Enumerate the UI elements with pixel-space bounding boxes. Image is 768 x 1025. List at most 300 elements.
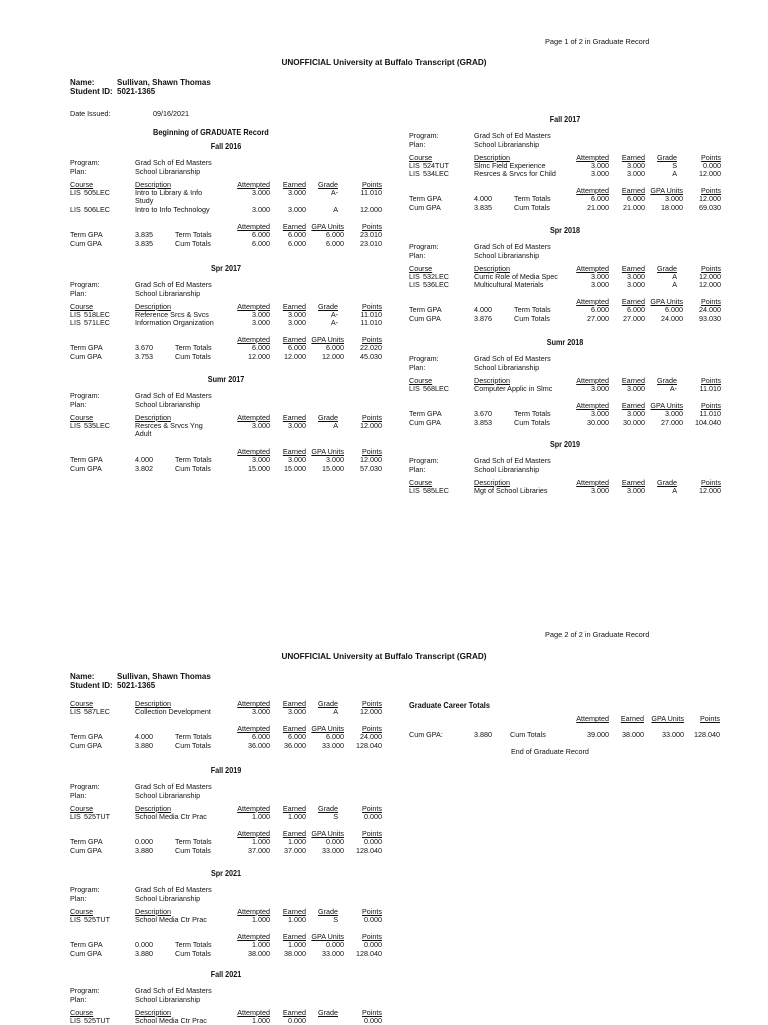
term-attempted: 3.000	[252, 455, 270, 464]
course-subject: LIS	[70, 317, 81, 327]
term-gpa: 3.670	[474, 408, 492, 418]
course-attempted: 3.000	[252, 309, 270, 319]
cum-totals-label: Cum Totals	[175, 845, 211, 855]
term-earned: 3.000	[627, 408, 645, 418]
attempted-header: Attempted	[237, 803, 270, 813]
student-id-label: Student ID:	[70, 681, 113, 690]
term-gpa-units: 3.000	[665, 408, 683, 418]
term-heading: Fall 2021	[210, 969, 242, 979]
grade-header: Grade	[318, 301, 338, 311]
course-points: 0.000	[364, 1015, 382, 1025]
course-grade: A	[333, 707, 338, 716]
career-attempted-header: Attempted	[576, 714, 609, 723]
plan-value: School Librarianship	[474, 464, 540, 474]
totals-earned-header: Earned	[621, 296, 645, 306]
course-attempted: 1.000	[252, 811, 270, 821]
cum-attempted: 37.000	[248, 845, 270, 855]
career-attempted: 39.000	[587, 730, 609, 739]
description-header: Description	[474, 375, 510, 385]
program-label: Program:	[70, 280, 100, 289]
cum-gpa-label: Cum GPA	[70, 845, 102, 855]
points-header: Points	[362, 412, 382, 422]
course-earned: 1.000	[288, 811, 306, 821]
cum-gpa-label: Cum GPA	[409, 313, 441, 323]
totals-attempted-header: Attempted	[576, 185, 609, 195]
course-number: 525TUT	[84, 914, 110, 924]
course-earned: 3.000	[288, 309, 306, 319]
cum-gpa-units: 15.000	[322, 464, 344, 473]
totals-points-header: Points	[362, 447, 382, 456]
course-header: Course	[70, 1007, 94, 1017]
description-header: Description	[135, 906, 171, 916]
course-subject: LIS	[409, 271, 420, 281]
cum-earned: 38.000	[284, 948, 306, 958]
course-number: 536LEC	[423, 279, 449, 289]
term-attempted: 6.000	[252, 732, 270, 741]
term-gpa-units: 6.000	[326, 230, 344, 239]
grade-header: Grade	[318, 906, 338, 916]
term-earned: 6.000	[627, 304, 645, 314]
program-value: Grad Sch of Ed Masters	[474, 456, 551, 465]
totals-points-header: Points	[701, 296, 721, 306]
term-earned: 6.000	[627, 193, 645, 203]
student-id: 5021-1365	[117, 681, 156, 690]
course-header: Course	[409, 477, 433, 487]
earned-header: Earned	[282, 412, 306, 422]
cum-totals-label: Cum Totals	[514, 313, 550, 323]
plan-label: Plan:	[409, 464, 426, 474]
cum-gpa-label: Cum GPA	[409, 202, 441, 212]
earned-header: Earned	[282, 699, 306, 708]
student-name-row	[70, 672, 211, 681]
grade-header: Grade	[657, 263, 677, 273]
term-heading: Spr 2017	[210, 263, 242, 273]
plan-label: Plan:	[409, 362, 426, 372]
term-attempted: 1.000	[252, 939, 270, 949]
course-subject: LIS	[409, 279, 420, 289]
course-attempted: 3.000	[252, 707, 270, 716]
cum-attempted: 6.000	[252, 239, 270, 248]
plan-value: School Librarianship	[135, 166, 201, 176]
course-header: Course	[70, 803, 94, 813]
program-label: Program:	[70, 391, 100, 400]
term-gpa-label: Term GPA	[70, 732, 103, 741]
cum-gpa-label: Cum GPA	[70, 464, 102, 473]
course-grade: A	[672, 168, 677, 178]
totals-earned-header: Earned	[282, 334, 306, 344]
career-earned-header: Earned	[620, 714, 644, 723]
program-label: Program:	[409, 354, 439, 363]
course-header: Course	[409, 152, 433, 162]
totals-attempted-header: Attempted	[576, 296, 609, 306]
cum-earned: 37.000	[284, 845, 306, 855]
course-attempted: 3.000	[252, 420, 270, 430]
program-value: Grad Sch of Ed Masters	[135, 391, 212, 400]
cum-gpa-units: 6.000	[326, 239, 344, 248]
cum-attempted: 15.000	[248, 464, 270, 473]
cum-earned: 6.000	[288, 239, 306, 248]
career-totals-title: Graduate Career Totals	[409, 701, 490, 710]
course-points: 12.000	[699, 271, 721, 281]
course-description: School Media Ctr Prac	[135, 1015, 207, 1025]
term-totals-label: Term Totals	[175, 836, 212, 846]
course-points: 12.000	[699, 485, 721, 495]
term-gpa-units: 6.000	[665, 304, 683, 314]
course-subject: LIS	[70, 914, 81, 924]
cum-gpa-units: 33.000	[322, 741, 344, 750]
plan-value: School Librarianship	[474, 250, 540, 260]
earned-header: Earned	[282, 906, 306, 916]
cum-gpa-label: Cum GPA	[70, 239, 102, 248]
career-cum-totals-label: Cum Totals	[510, 730, 546, 739]
transcript-title: UNOFFICIAL University at Buffalo Transcript (GRAD)	[281, 58, 487, 67]
term-points: 24.000	[360, 732, 382, 741]
course-number: 534LEC	[423, 168, 449, 178]
course-subject: LIS	[70, 420, 81, 430]
cum-points: 93.030	[699, 313, 721, 323]
cum-points: 104.040	[695, 417, 721, 427]
cum-earned: 15.000	[284, 464, 306, 473]
course-points: 12.000	[699, 279, 721, 289]
attempted-header: Attempted	[576, 477, 609, 487]
totals-earned-header: Earned	[282, 724, 306, 733]
course-attempted: 3.000	[591, 160, 609, 170]
totals-gpa-units-header: GPA Units	[311, 447, 344, 456]
term-gpa-label: Term GPA	[70, 342, 103, 352]
student-id-row	[70, 681, 155, 690]
transcript-title: UNOFFICIAL University at Buffalo Transcript (GRAD)	[281, 652, 487, 661]
term-gpa-units: 6.000	[326, 342, 344, 352]
description-header: Description	[135, 179, 171, 189]
career-points-header: Points	[700, 714, 720, 723]
term-gpa-label: Term GPA	[70, 939, 103, 949]
term-gpa: 0.000	[135, 939, 153, 949]
term-gpa: 4.000	[474, 193, 492, 203]
term-attempted: 6.000	[252, 342, 270, 352]
course-description: Slmc Field Experience	[474, 160, 546, 170]
course-earned: 0.000	[288, 1015, 306, 1025]
career-points: 128.040	[694, 730, 720, 739]
description-header: Description	[135, 301, 171, 311]
term-gpa: 0.000	[135, 836, 153, 846]
totals-points-header: Points	[362, 222, 382, 231]
earned-header: Earned	[282, 1007, 306, 1017]
course-attempted: 3.000	[591, 279, 609, 289]
earned-header: Earned	[621, 263, 645, 273]
cum-gpa-label: Cum GPA	[70, 351, 102, 361]
totals-gpa-units-header: GPA Units	[311, 828, 344, 838]
points-header: Points	[362, 906, 382, 916]
totals-attempted-header: Attempted	[237, 828, 270, 838]
plan-value: School Librarianship	[135, 790, 201, 800]
attempted-header: Attempted	[237, 301, 270, 311]
term-heading: Sumr 2017	[207, 374, 245, 384]
totals-points-header: Points	[362, 931, 382, 941]
term-attempted: 6.000	[591, 193, 609, 203]
program-label: Program:	[70, 158, 100, 167]
totals-attempted-header: Attempted	[237, 724, 270, 733]
plan-value: School Librarianship	[135, 893, 201, 903]
course-number: 568LEC	[423, 383, 449, 393]
course-description: School Media Ctr Prac	[135, 811, 207, 821]
course-points: 12.000	[360, 420, 382, 430]
course-subject: LIS	[409, 168, 420, 178]
cum-gpa: 3.880	[135, 845, 153, 855]
course-number: 532LEC	[423, 271, 449, 281]
course-subject: LIS	[70, 205, 81, 214]
course-attempted: 3.000	[591, 271, 609, 281]
plan-label: Plan:	[70, 288, 87, 298]
plan-label: Plan:	[70, 399, 87, 409]
record-beginning: Beginning of GRADUATE Record	[153, 127, 269, 137]
description-header: Description	[135, 1007, 171, 1017]
course-description-continued: Adult	[135, 428, 152, 438]
totals-earned-header: Earned	[282, 931, 306, 941]
earned-header: Earned	[282, 803, 306, 813]
attempted-header: Attempted	[576, 375, 609, 385]
points-header: Points	[362, 803, 382, 813]
term-heading: Fall 2016	[210, 141, 242, 151]
course-subject: LIS	[409, 485, 420, 495]
cum-gpa-label: Cum GPA	[409, 417, 441, 427]
course-number: 505LEC	[84, 187, 110, 197]
term-attempted: 3.000	[591, 408, 609, 418]
career-gpa-units-header: GPA Units	[651, 714, 684, 723]
term-points: 24.000	[699, 304, 721, 314]
cum-points: 69.030	[699, 202, 721, 212]
cum-gpa-units: 12.000	[322, 351, 344, 361]
student-id-label: Student ID:	[70, 87, 113, 96]
course-description: Resrces & Srvcs Yng	[135, 420, 203, 430]
cum-earned: 12.000	[284, 351, 306, 361]
student-name-row	[70, 78, 211, 87]
course-points: 12.000	[360, 707, 382, 716]
course-number: 571LEC	[84, 317, 110, 327]
totals-points-header: Points	[701, 400, 721, 410]
cum-gpa-units: 24.000	[661, 313, 683, 323]
cum-totals-label: Cum Totals	[175, 948, 211, 958]
cum-gpa: 3.802	[135, 464, 153, 473]
course-number: 518LEC	[84, 309, 110, 319]
course-points: 0.000	[364, 811, 382, 821]
totals-gpa-units-header: GPA Units	[650, 185, 683, 195]
term-totals-label: Term Totals	[175, 455, 212, 464]
course-description: Computer Applic in Slmc	[474, 383, 553, 393]
course-points: 11.010	[699, 383, 721, 393]
course-points: 11.010	[360, 187, 382, 197]
totals-attempted-header: Attempted	[237, 931, 270, 941]
term-points: 23.010	[360, 230, 382, 239]
end-of-record: End of Graduate Record	[511, 747, 589, 756]
course-earned: 3.000	[627, 485, 645, 495]
term-points: 22.020	[360, 342, 382, 352]
course-number: 525TUT	[84, 1015, 110, 1025]
course-grade: S	[333, 811, 338, 821]
term-gpa-units: 0.000	[326, 836, 344, 846]
name-label: Name:	[70, 78, 95, 87]
transcript-page-2	[0, 600, 768, 1024]
grade-header: Grade	[318, 699, 338, 708]
course-earned: 3.000	[288, 187, 306, 197]
term-earned: 6.000	[288, 342, 306, 352]
course-header: Course	[409, 263, 433, 273]
course-attempted: 3.000	[591, 383, 609, 393]
program-value: Grad Sch of Ed Masters	[474, 354, 551, 363]
plan-label: Plan:	[70, 790, 87, 800]
program-label: Program:	[409, 242, 439, 251]
plan-value: School Librarianship	[135, 994, 201, 1004]
course-grade: A-	[669, 383, 677, 393]
page-number: Page 1 of 2 in Graduate Record	[545, 37, 650, 46]
grade-header: Grade	[657, 477, 677, 487]
totals-gpa-units-header: GPA Units	[311, 724, 344, 733]
term-earned: 3.000	[288, 455, 306, 464]
course-grade: A	[672, 485, 677, 495]
course-grade: A-	[330, 309, 338, 319]
totals-earned-header: Earned	[282, 828, 306, 838]
cum-earned: 36.000	[284, 741, 306, 750]
course-description: Reference Srcs & Svcs	[135, 309, 209, 319]
cum-attempted: 38.000	[248, 948, 270, 958]
plan-label: Plan:	[409, 139, 426, 149]
cum-totals-label: Cum Totals	[175, 464, 211, 473]
term-points: 12.000	[699, 193, 721, 203]
term-gpa: 4.000	[135, 732, 153, 741]
description-header: Description	[135, 699, 171, 708]
program-value: Grad Sch of Ed Masters	[135, 280, 212, 289]
course-points: 11.010	[360, 317, 382, 327]
totals-points-header: Points	[362, 334, 382, 344]
course-number: 587LEC	[84, 707, 110, 716]
course-earned: 3.000	[288, 707, 306, 716]
term-points: 0.000	[364, 939, 382, 949]
course-subject: LIS	[409, 160, 420, 170]
program-value: Grad Sch of Ed Masters	[135, 782, 212, 791]
term-gpa-label: Term GPA	[70, 230, 103, 239]
course-attempted: 3.000	[591, 168, 609, 178]
program-value: Grad Sch of Ed Masters	[135, 885, 212, 894]
cum-gpa: 3.876	[474, 313, 492, 323]
cum-gpa-units: 33.000	[322, 845, 344, 855]
course-subject: LIS	[70, 1015, 81, 1025]
term-totals-label: Term Totals	[175, 230, 212, 239]
plan-label: Plan:	[409, 250, 426, 260]
points-header: Points	[701, 375, 721, 385]
term-totals-label: Term Totals	[514, 304, 551, 314]
cum-gpa: 3.880	[135, 741, 153, 750]
earned-header: Earned	[621, 152, 645, 162]
term-points: 12.000	[360, 455, 382, 464]
program-label: Program:	[409, 131, 439, 140]
term-totals-label: Term Totals	[175, 732, 212, 741]
description-header: Description	[474, 263, 510, 273]
attempted-header: Attempted	[237, 412, 270, 422]
program-label: Program:	[409, 456, 439, 465]
term-gpa-label: Term GPA	[70, 836, 103, 846]
cum-attempted: 36.000	[248, 741, 270, 750]
course-points: 0.000	[703, 160, 721, 170]
totals-earned-header: Earned	[282, 222, 306, 231]
cum-attempted: 21.000	[587, 202, 609, 212]
course-attempted: 3.000	[252, 205, 270, 214]
attempted-header: Attempted	[237, 699, 270, 708]
grade-header: Grade	[318, 412, 338, 422]
cum-totals-label: Cum Totals	[175, 741, 211, 750]
points-header: Points	[362, 179, 382, 189]
totals-attempted-header: Attempted	[576, 400, 609, 410]
term-gpa-label: Term GPA	[409, 304, 442, 314]
course-grade: A	[672, 279, 677, 289]
term-totals-label: Term Totals	[175, 939, 212, 949]
totals-gpa-units-header: GPA Units	[311, 334, 344, 344]
term-totals-label: Term Totals	[514, 193, 551, 203]
totals-attempted-header: Attempted	[237, 447, 270, 456]
cum-points: 57.030	[360, 464, 382, 473]
description-header: Description	[135, 803, 171, 813]
cum-earned: 27.000	[623, 313, 645, 323]
career-cum-gpa-label: Cum GPA:	[409, 730, 443, 739]
course-attempted: 1.000	[252, 1015, 270, 1025]
points-header: Points	[362, 699, 382, 708]
points-header: Points	[701, 263, 721, 273]
totals-gpa-units-header: GPA Units	[311, 931, 344, 941]
totals-points-header: Points	[362, 724, 382, 733]
page-number: Page 2 of 2 in Graduate Record	[545, 630, 650, 639]
cum-gpa: 3.753	[135, 351, 153, 361]
course-description: Collection Development	[135, 707, 211, 716]
course-number: 524TUT	[423, 160, 449, 170]
course-attempted: 3.000	[252, 317, 270, 327]
term-gpa: 4.000	[474, 304, 492, 314]
plan-value: School Librarianship	[135, 288, 201, 298]
career-cum-gpa: 3.880	[474, 730, 492, 739]
term-attempted: 6.000	[591, 304, 609, 314]
term-gpa-units: 0.000	[326, 939, 344, 949]
course-description: Resrces & Srvcs for Child	[474, 168, 556, 178]
attempted-header: Attempted	[237, 906, 270, 916]
course-number: 525TUT	[84, 811, 110, 821]
totals-attempted-header: Attempted	[237, 334, 270, 344]
course-points: 0.000	[364, 914, 382, 924]
course-grade: A-	[330, 317, 338, 327]
term-totals-label: Term Totals	[175, 342, 212, 352]
attempted-header: Attempted	[237, 1007, 270, 1017]
cum-attempted: 30.000	[587, 417, 609, 427]
term-gpa-units: 3.000	[665, 193, 683, 203]
term-points: 11.010	[699, 408, 721, 418]
student-id-row	[70, 87, 155, 96]
course-subject: LIS	[70, 187, 81, 197]
term-gpa-label: Term GPA	[409, 408, 442, 418]
career-gpa-units: 33.000	[662, 730, 684, 739]
points-header: Points	[362, 1007, 382, 1017]
course-attempted: 3.000	[252, 187, 270, 197]
cum-gpa: 3.835	[135, 239, 153, 248]
term-heading: Spr 2019	[549, 439, 581, 449]
course-grade: S	[672, 160, 677, 170]
totals-earned-header: Earned	[282, 447, 306, 456]
cum-earned: 21.000	[623, 202, 645, 212]
term-gpa-label: Term GPA	[409, 193, 442, 203]
term-gpa-units: 6.000	[326, 732, 344, 741]
career-earned: 38.000	[622, 730, 644, 739]
totals-points-header: Points	[701, 185, 721, 195]
earned-header: Earned	[282, 179, 306, 189]
course-description-continued: Study	[135, 195, 154, 205]
term-gpa: 3.835	[135, 230, 153, 239]
earned-header: Earned	[621, 375, 645, 385]
plan-value: School Librarianship	[135, 399, 201, 409]
